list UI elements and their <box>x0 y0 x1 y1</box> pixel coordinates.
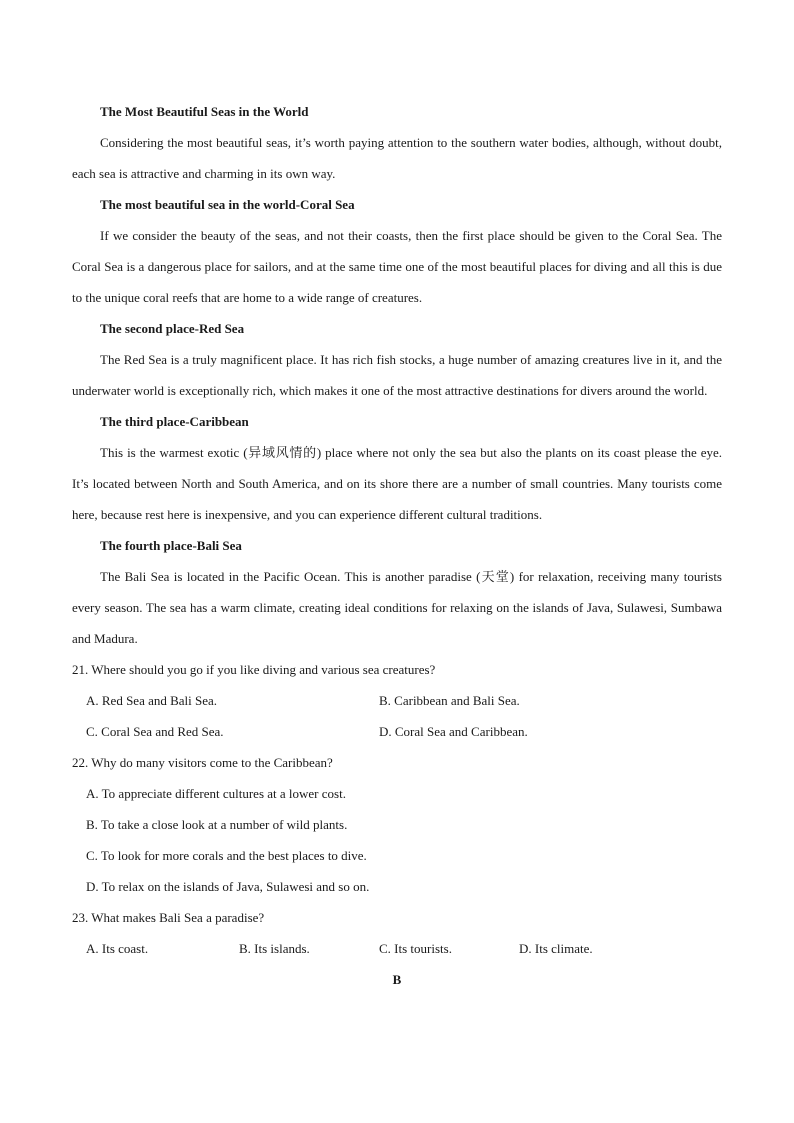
question-23-option-c[interactable]: C. Its tourists. <box>379 941 452 956</box>
section-heading-red-sea: The second place-Red Sea <box>100 321 245 336</box>
question-23-option-d[interactable]: D. Its climate. <box>519 941 593 956</box>
passage-title: The Most Beautiful Seas in the World <box>100 104 309 119</box>
question-22-option-a[interactable]: A. To appreciate different cultures at a lower cost. <box>86 786 346 801</box>
question-23-stem: 23. What makes Bali Sea a paradise? <box>72 910 265 925</box>
question-22-stem: 22. Why do many visitors come to the Caribbean? <box>72 755 333 770</box>
question-21-options <box>72 685 722 747</box>
section-body-bali-sea: The Bali Sea is located in the Pacific Ocean. This is another paradise (天堂) for relaxation, receiving many tourists every season. The sea has a warm climate, creating ideal conditions for relaxing on the islands of Java, Sulawesi, Sumbawa and Madura. <box>72 569 722 646</box>
question-22-options <box>72 778 722 902</box>
question-21-option-d[interactable]: D. Coral Sea and Caribbean. <box>379 724 528 739</box>
section-heading-caribbean: The third place-Caribbean <box>100 414 249 429</box>
next-section-label: B <box>392 972 402 987</box>
section-body-coral-sea: If we consider the beauty of the seas, and not their coasts, then the first place should be given to the Coral Sea. The Coral Sea is a dangerous place for sailors, and at the same time one of the most beautiful places for diving and all this is due to the unique coral reefs that are home to a wide range of creatures. <box>72 228 722 305</box>
question-23-option-b[interactable]: B. Its islands. <box>239 941 310 956</box>
question-22-option-c[interactable]: C. To look for more corals and the best places to dive. <box>86 848 367 863</box>
question-23-options <box>72 933 722 964</box>
question-21-stem: 21. Where should you go if you like diving and various sea creatures? <box>72 662 436 677</box>
section-heading-bali-sea: The fourth place-Bali Sea <box>100 538 242 553</box>
section-body-caribbean: This is the warmest exotic (异域风情的) place where not only the sea but also the plants on its coast please the eye. It’s located between North and South America, and on its shore there are a number of small countries. Many tourists come here, because rest here is inexpensive, and you can experience different cultural traditions. <box>72 445 722 522</box>
question-23-option-a[interactable]: A. Its coast. <box>86 941 149 956</box>
question-21-option-b[interactable]: B. Caribbean and Bali Sea. <box>379 693 520 708</box>
question-21-option-c[interactable]: C. Coral Sea and Red Sea. <box>86 724 224 739</box>
question-21-option-a[interactable]: A. Red Sea and Bali Sea. <box>86 693 218 708</box>
section-body-red-sea: The Red Sea is a truly magnificent place. It has rich fish stocks, a huge number of amazing creatures live in it, and the underwater world is exceptionally rich, which makes it one of the most attractive destinations for divers around the world. <box>72 352 722 398</box>
question-22-option-b[interactable]: B. To take a close look at a number of wild plants. <box>86 817 348 832</box>
exam-page <box>72 96 722 995</box>
passage-intro: Considering the most beautiful seas, it’s worth paying attention to the southern water bodies, although, without doubt, each sea is attractive and charming in its own way. <box>72 135 722 181</box>
question-22-option-d[interactable]: D. To relax on the islands of Java, Sulawesi and so on. <box>86 879 370 894</box>
section-heading-coral-sea: The most beautiful sea in the world-Coral Sea <box>100 197 355 212</box>
